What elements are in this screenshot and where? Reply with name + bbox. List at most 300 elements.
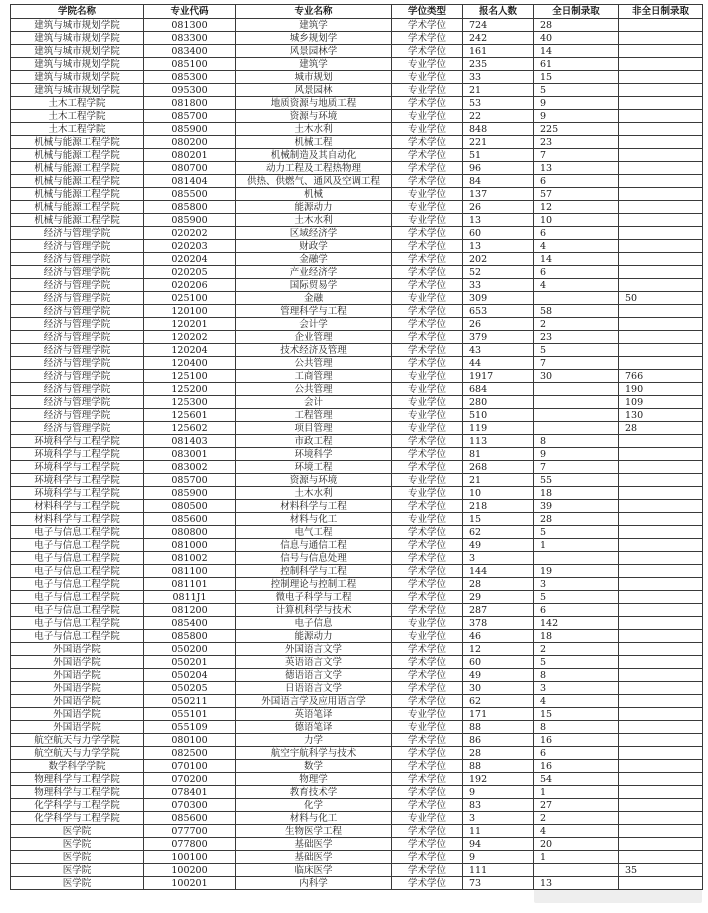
part-time-admitted-cell xyxy=(619,825,703,838)
full-time-admitted-cell: 1 xyxy=(534,851,619,864)
major-code-cell: 085900 xyxy=(144,123,236,136)
major-code-cell: 070200 xyxy=(144,773,236,786)
table-row xyxy=(11,357,703,370)
major-name-cell: 市政工程 xyxy=(236,435,392,448)
major-code-cell: 081200 xyxy=(144,604,236,617)
degree-type-cell: 专业学位 xyxy=(392,630,463,643)
table-row xyxy=(11,227,703,240)
full-time-admitted-cell: 2 xyxy=(534,643,619,656)
full-time-admitted-cell: 18 xyxy=(534,487,619,500)
applicants-cell: 218 xyxy=(463,500,534,513)
school-name-cell: 医学院 xyxy=(11,877,144,890)
school-name-cell: 机械与能源工程学院 xyxy=(11,214,144,227)
part-time-admitted-cell: 190 xyxy=(619,383,703,396)
applicants-cell: 88 xyxy=(463,760,534,773)
full-time-admitted-cell: 13 xyxy=(534,877,619,890)
table-row xyxy=(11,591,703,604)
school-name-cell: 物理科学与工程学院 xyxy=(11,773,144,786)
part-time-admitted-cell xyxy=(619,630,703,643)
full-time-admitted-cell: 7 xyxy=(534,149,619,162)
full-time-admitted-cell: 55 xyxy=(534,474,619,487)
header-applicants: 报名人数 xyxy=(463,5,534,19)
full-time-admitted-cell: 1 xyxy=(534,539,619,552)
major-name-cell: 能源动力 xyxy=(236,630,392,643)
full-time-admitted-cell: 28 xyxy=(534,19,619,32)
major-name-cell: 土木水利 xyxy=(236,123,392,136)
major-code-cell: 125200 xyxy=(144,383,236,396)
part-time-admitted-cell xyxy=(619,643,703,656)
table-row xyxy=(11,175,703,188)
full-time-admitted-cell xyxy=(534,383,619,396)
full-time-admitted-cell: 57 xyxy=(534,188,619,201)
table-row xyxy=(11,721,703,734)
table-row xyxy=(11,344,703,357)
part-time-admitted-cell xyxy=(619,357,703,370)
applicants-cell: 81 xyxy=(463,448,534,461)
full-time-admitted-cell: 2 xyxy=(534,318,619,331)
major-code-cell: 025100 xyxy=(144,292,236,305)
applicants-cell: 280 xyxy=(463,396,534,409)
full-time-admitted-cell xyxy=(534,292,619,305)
school-name-cell: 建筑与城市规划学院 xyxy=(11,32,144,45)
applicants-cell: 49 xyxy=(463,539,534,552)
part-time-admitted-cell xyxy=(619,266,703,279)
table-row xyxy=(11,331,703,344)
part-time-admitted-cell xyxy=(619,71,703,84)
table-row xyxy=(11,32,703,45)
degree-type-cell: 学术学位 xyxy=(392,747,463,760)
full-time-admitted-cell: 4 xyxy=(534,279,619,292)
full-time-admitted-cell: 225 xyxy=(534,123,619,136)
school-name-cell: 环境科学与工程学院 xyxy=(11,474,144,487)
table-row xyxy=(11,19,703,32)
table-row xyxy=(11,825,703,838)
degree-type-cell: 学术学位 xyxy=(392,591,463,604)
applicants-cell: 52 xyxy=(463,266,534,279)
major-name-cell: 电子信息 xyxy=(236,617,392,630)
applicants-cell: 73 xyxy=(463,877,534,890)
school-name-cell: 经济与管理学院 xyxy=(11,227,144,240)
degree-type-cell: 学术学位 xyxy=(392,279,463,292)
school-name-cell: 机械与能源工程学院 xyxy=(11,201,144,214)
full-time-admitted-cell: 3 xyxy=(534,682,619,695)
degree-type-cell: 学术学位 xyxy=(392,864,463,877)
applicants-cell: 46 xyxy=(463,630,534,643)
major-name-cell: 基础医学 xyxy=(236,838,392,851)
school-name-cell: 经济与管理学院 xyxy=(11,305,144,318)
major-code-cell: 081000 xyxy=(144,539,236,552)
applicants-cell: 9 xyxy=(463,851,534,864)
table-row xyxy=(11,760,703,773)
degree-type-cell: 学术学位 xyxy=(392,825,463,838)
major-code-cell: 081002 xyxy=(144,552,236,565)
major-name-cell: 外国语言学及应用语言学 xyxy=(236,695,392,708)
school-name-cell: 建筑与城市规划学院 xyxy=(11,58,144,71)
major-code-cell: 085500 xyxy=(144,188,236,201)
major-code-cell: 0811J1 xyxy=(144,591,236,604)
watermark-overlay xyxy=(534,889,702,903)
school-name-cell: 医学院 xyxy=(11,838,144,851)
degree-type-cell: 专业学位 xyxy=(392,110,463,123)
part-time-admitted-cell xyxy=(619,175,703,188)
table-row xyxy=(11,474,703,487)
full-time-admitted-cell: 13 xyxy=(534,162,619,175)
school-name-cell: 外国语学院 xyxy=(11,682,144,695)
major-code-cell: 120400 xyxy=(144,357,236,370)
full-time-admitted-cell: 16 xyxy=(534,734,619,747)
school-name-cell: 电子与信息工程学院 xyxy=(11,565,144,578)
table-row xyxy=(11,279,703,292)
degree-type-cell: 学术学位 xyxy=(392,227,463,240)
major-code-cell: 085900 xyxy=(144,214,236,227)
major-code-cell: 070300 xyxy=(144,799,236,812)
major-name-cell: 机械制造及其自动化 xyxy=(236,149,392,162)
part-time-admitted-cell xyxy=(619,149,703,162)
major-code-cell: 055109 xyxy=(144,721,236,734)
applicants-cell: 60 xyxy=(463,227,534,240)
degree-type-cell: 学术学位 xyxy=(392,305,463,318)
major-name-cell: 土木水利 xyxy=(236,214,392,227)
major-code-cell: 083001 xyxy=(144,448,236,461)
applicants-cell: 9 xyxy=(463,786,534,799)
part-time-admitted-cell xyxy=(619,591,703,604)
major-code-cell: 085800 xyxy=(144,201,236,214)
table-row xyxy=(11,396,703,409)
school-name-cell: 电子与信息工程学院 xyxy=(11,539,144,552)
full-time-admitted-cell: 8 xyxy=(534,435,619,448)
school-name-cell: 电子与信息工程学院 xyxy=(11,630,144,643)
applicants-cell: 62 xyxy=(463,695,534,708)
degree-type-cell: 学术学位 xyxy=(392,682,463,695)
school-name-cell: 土木工程学院 xyxy=(11,97,144,110)
school-name-cell: 经济与管理学院 xyxy=(11,422,144,435)
table-row xyxy=(11,864,703,877)
part-time-admitted-cell: 766 xyxy=(619,370,703,383)
part-time-admitted-cell xyxy=(619,32,703,45)
degree-type-cell: 专业学位 xyxy=(392,396,463,409)
major-code-cell: 085700 xyxy=(144,474,236,487)
major-code-cell: 095300 xyxy=(144,84,236,97)
part-time-admitted-cell xyxy=(619,500,703,513)
major-name-cell: 环境工程 xyxy=(236,461,392,474)
applicants-cell: 96 xyxy=(463,162,534,175)
full-time-admitted-cell: 5 xyxy=(534,591,619,604)
part-time-admitted-cell xyxy=(619,721,703,734)
part-time-admitted-cell xyxy=(619,565,703,578)
table-row xyxy=(11,513,703,526)
part-time-admitted-cell xyxy=(619,305,703,318)
applicants-cell: 202 xyxy=(463,253,534,266)
header-full-time-admitted: 全日制录取 xyxy=(534,5,619,19)
degree-type-cell: 学术学位 xyxy=(392,435,463,448)
part-time-admitted-cell xyxy=(619,617,703,630)
school-name-cell: 环境科学与工程学院 xyxy=(11,461,144,474)
degree-type-cell: 专业学位 xyxy=(392,214,463,227)
degree-type-cell: 专业学位 xyxy=(392,188,463,201)
degree-type-cell: 专业学位 xyxy=(392,123,463,136)
major-name-cell: 会计 xyxy=(236,396,392,409)
applicants-cell: 510 xyxy=(463,409,534,422)
applicants-cell: 235 xyxy=(463,58,534,71)
full-time-admitted-cell: 6 xyxy=(534,227,619,240)
school-name-cell: 数学科学学院 xyxy=(11,760,144,773)
applicants-cell: 51 xyxy=(463,149,534,162)
full-time-admitted-cell: 5 xyxy=(534,526,619,539)
major-name-cell: 日语语言文学 xyxy=(236,682,392,695)
degree-type-cell: 学术学位 xyxy=(392,136,463,149)
school-name-cell: 建筑与城市规划学院 xyxy=(11,45,144,58)
applicants-cell: 13 xyxy=(463,214,534,227)
part-time-admitted-cell xyxy=(619,747,703,760)
major-name-cell: 电气工程 xyxy=(236,526,392,539)
full-time-admitted-cell: 8 xyxy=(534,669,619,682)
school-name-cell: 经济与管理学院 xyxy=(11,279,144,292)
major-code-cell: 020203 xyxy=(144,240,236,253)
table-row xyxy=(11,84,703,97)
table-row xyxy=(11,851,703,864)
major-code-cell: 080700 xyxy=(144,162,236,175)
major-code-cell: 020205 xyxy=(144,266,236,279)
major-code-cell: 020202 xyxy=(144,227,236,240)
degree-type-cell: 学术学位 xyxy=(392,643,463,656)
full-time-admitted-cell xyxy=(534,396,619,409)
table-row xyxy=(11,422,703,435)
part-time-admitted-cell xyxy=(619,578,703,591)
header-major-code: 专业代码 xyxy=(144,5,236,19)
degree-type-cell: 学术学位 xyxy=(392,162,463,175)
major-name-cell: 建筑学 xyxy=(236,19,392,32)
major-name-cell: 材料与化工 xyxy=(236,513,392,526)
major-name-cell: 计算机科学与技术 xyxy=(236,604,392,617)
degree-type-cell: 学术学位 xyxy=(392,669,463,682)
major-name-cell: 生物医学工程 xyxy=(236,825,392,838)
school-name-cell: 航空航天与力学学院 xyxy=(11,734,144,747)
degree-type-cell: 学术学位 xyxy=(392,19,463,32)
table-row xyxy=(11,370,703,383)
full-time-admitted-cell: 16 xyxy=(534,760,619,773)
part-time-admitted-cell xyxy=(619,682,703,695)
major-code-cell: 100100 xyxy=(144,851,236,864)
header-degree-type: 学位类型 xyxy=(392,5,463,19)
table-row xyxy=(11,669,703,682)
school-name-cell: 经济与管理学院 xyxy=(11,266,144,279)
school-name-cell: 经济与管理学院 xyxy=(11,409,144,422)
applicants-cell: 848 xyxy=(463,123,534,136)
major-code-cell: 120204 xyxy=(144,344,236,357)
school-name-cell: 物理科学与工程学院 xyxy=(11,786,144,799)
applicants-cell: 44 xyxy=(463,357,534,370)
school-name-cell: 外国语学院 xyxy=(11,656,144,669)
applicants-cell: 171 xyxy=(463,708,534,721)
applicants-cell: 287 xyxy=(463,604,534,617)
major-code-cell: 081404 xyxy=(144,175,236,188)
table-row xyxy=(11,110,703,123)
part-time-admitted-cell xyxy=(619,656,703,669)
table-row xyxy=(11,201,703,214)
school-name-cell: 经济与管理学院 xyxy=(11,383,144,396)
school-name-cell: 外国语学院 xyxy=(11,669,144,682)
major-code-cell: 085300 xyxy=(144,71,236,84)
major-name-cell: 风景园林 xyxy=(236,84,392,97)
major-code-cell: 070100 xyxy=(144,760,236,773)
header-part-time-admitted: 非全日制录取 xyxy=(619,5,703,19)
admission-table-sheet xyxy=(10,4,702,890)
full-time-admitted-cell: 5 xyxy=(534,344,619,357)
major-name-cell: 信息与通信工程 xyxy=(236,539,392,552)
applicants-cell: 3 xyxy=(463,552,534,565)
full-time-admitted-cell: 28 xyxy=(534,513,619,526)
degree-type-cell: 学术学位 xyxy=(392,331,463,344)
major-code-cell: 085800 xyxy=(144,630,236,643)
major-code-cell: 125300 xyxy=(144,396,236,409)
applicants-cell: 309 xyxy=(463,292,534,305)
applicants-cell: 28 xyxy=(463,578,534,591)
school-name-cell: 环境科学与工程学院 xyxy=(11,487,144,500)
applicants-cell: 1917 xyxy=(463,370,534,383)
applicants-cell: 724 xyxy=(463,19,534,32)
part-time-admitted-cell xyxy=(619,279,703,292)
part-time-admitted-cell xyxy=(619,734,703,747)
part-time-admitted-cell xyxy=(619,773,703,786)
school-name-cell: 医学院 xyxy=(11,851,144,864)
table-row xyxy=(11,786,703,799)
degree-type-cell: 学术学位 xyxy=(392,604,463,617)
full-time-admitted-cell: 5 xyxy=(534,656,619,669)
major-code-cell: 125100 xyxy=(144,370,236,383)
table-row xyxy=(11,812,703,825)
applicants-cell: 653 xyxy=(463,305,534,318)
major-name-cell: 机械工程 xyxy=(236,136,392,149)
full-time-admitted-cell: 40 xyxy=(534,32,619,45)
full-time-admitted-cell: 10 xyxy=(534,214,619,227)
degree-type-cell: 学术学位 xyxy=(392,344,463,357)
major-name-cell: 产业经济学 xyxy=(236,266,392,279)
table-row xyxy=(11,578,703,591)
major-code-cell: 078401 xyxy=(144,786,236,799)
school-name-cell: 经济与管理学院 xyxy=(11,331,144,344)
major-name-cell: 信号与信息处理 xyxy=(236,552,392,565)
full-time-admitted-cell: 12 xyxy=(534,201,619,214)
school-name-cell: 经济与管理学院 xyxy=(11,357,144,370)
school-name-cell: 电子与信息工程学院 xyxy=(11,578,144,591)
table-row xyxy=(11,318,703,331)
school-name-cell: 化学科学与工程学院 xyxy=(11,812,144,825)
full-time-admitted-cell: 6 xyxy=(534,266,619,279)
part-time-admitted-cell xyxy=(619,877,703,890)
major-name-cell: 材料科学与工程 xyxy=(236,500,392,513)
major-name-cell: 城市规划 xyxy=(236,71,392,84)
major-name-cell: 工程管理 xyxy=(236,409,392,422)
table-row xyxy=(11,266,703,279)
major-name-cell: 风景园林学 xyxy=(236,45,392,58)
degree-type-cell: 学术学位 xyxy=(392,799,463,812)
major-name-cell: 技术经济及管理 xyxy=(236,344,392,357)
major-code-cell: 085600 xyxy=(144,513,236,526)
major-name-cell: 金融学 xyxy=(236,253,392,266)
applicants-cell: 49 xyxy=(463,669,534,682)
major-code-cell: 050201 xyxy=(144,656,236,669)
major-name-cell: 德语笔译 xyxy=(236,721,392,734)
school-name-cell: 土木工程学院 xyxy=(11,110,144,123)
full-time-admitted-cell: 23 xyxy=(534,331,619,344)
table-header-row xyxy=(11,5,703,19)
part-time-admitted-cell: 35 xyxy=(619,864,703,877)
school-name-cell: 经济与管理学院 xyxy=(11,292,144,305)
table-row xyxy=(11,799,703,812)
part-time-admitted-cell xyxy=(619,851,703,864)
major-code-cell: 080100 xyxy=(144,734,236,747)
major-name-cell: 国际贸易学 xyxy=(236,279,392,292)
major-code-cell: 083300 xyxy=(144,32,236,45)
table-row xyxy=(11,773,703,786)
degree-type-cell: 学术学位 xyxy=(392,318,463,331)
degree-type-cell: 学术学位 xyxy=(392,175,463,188)
table-row xyxy=(11,539,703,552)
degree-type-cell: 专业学位 xyxy=(392,409,463,422)
major-name-cell: 微电子科学与工程 xyxy=(236,591,392,604)
applicants-cell: 144 xyxy=(463,565,534,578)
admission-statistics-table xyxy=(10,4,703,890)
major-name-cell: 德语语言文学 xyxy=(236,669,392,682)
table-row xyxy=(11,149,703,162)
school-name-cell: 经济与管理学院 xyxy=(11,253,144,266)
full-time-admitted-cell: 6 xyxy=(534,175,619,188)
major-name-cell: 资源与环境 xyxy=(236,474,392,487)
degree-type-cell: 学术学位 xyxy=(392,695,463,708)
major-code-cell: 125601 xyxy=(144,409,236,422)
school-name-cell: 经济与管理学院 xyxy=(11,370,144,383)
applicants-cell: 192 xyxy=(463,773,534,786)
table-row xyxy=(11,136,703,149)
major-code-cell: 020204 xyxy=(144,253,236,266)
major-code-cell: 080200 xyxy=(144,136,236,149)
part-time-admitted-cell: 130 xyxy=(619,409,703,422)
table-row xyxy=(11,630,703,643)
table-row xyxy=(11,435,703,448)
major-name-cell: 工商管理 xyxy=(236,370,392,383)
major-name-cell: 公共管理 xyxy=(236,383,392,396)
major-name-cell: 土木水利 xyxy=(236,487,392,500)
applicants-cell: 43 xyxy=(463,344,534,357)
degree-type-cell: 学术学位 xyxy=(392,526,463,539)
full-time-admitted-cell: 6 xyxy=(534,747,619,760)
major-code-cell: 050205 xyxy=(144,682,236,695)
school-name-cell: 电子与信息工程学院 xyxy=(11,591,144,604)
major-name-cell: 临床医学 xyxy=(236,864,392,877)
school-name-cell: 土木工程学院 xyxy=(11,123,144,136)
table-row xyxy=(11,188,703,201)
major-code-cell: 100201 xyxy=(144,877,236,890)
major-name-cell: 供热、供燃气、通风及空调工程 xyxy=(236,175,392,188)
applicants-cell: 21 xyxy=(463,474,534,487)
part-time-admitted-cell xyxy=(619,136,703,149)
major-code-cell: 083002 xyxy=(144,461,236,474)
table-row xyxy=(11,708,703,721)
school-name-cell: 外国语学院 xyxy=(11,721,144,734)
full-time-admitted-cell: 27 xyxy=(534,799,619,812)
major-code-cell: 100200 xyxy=(144,864,236,877)
applicants-cell: 13 xyxy=(463,240,534,253)
applicants-cell: 94 xyxy=(463,838,534,851)
applicants-cell: 26 xyxy=(463,318,534,331)
major-name-cell: 环境科学 xyxy=(236,448,392,461)
school-name-cell: 电子与信息工程学院 xyxy=(11,552,144,565)
degree-type-cell: 专业学位 xyxy=(392,617,463,630)
applicants-cell: 26 xyxy=(463,201,534,214)
table-row xyxy=(11,240,703,253)
major-name-cell: 材料与化工 xyxy=(236,812,392,825)
major-code-cell: 080201 xyxy=(144,149,236,162)
